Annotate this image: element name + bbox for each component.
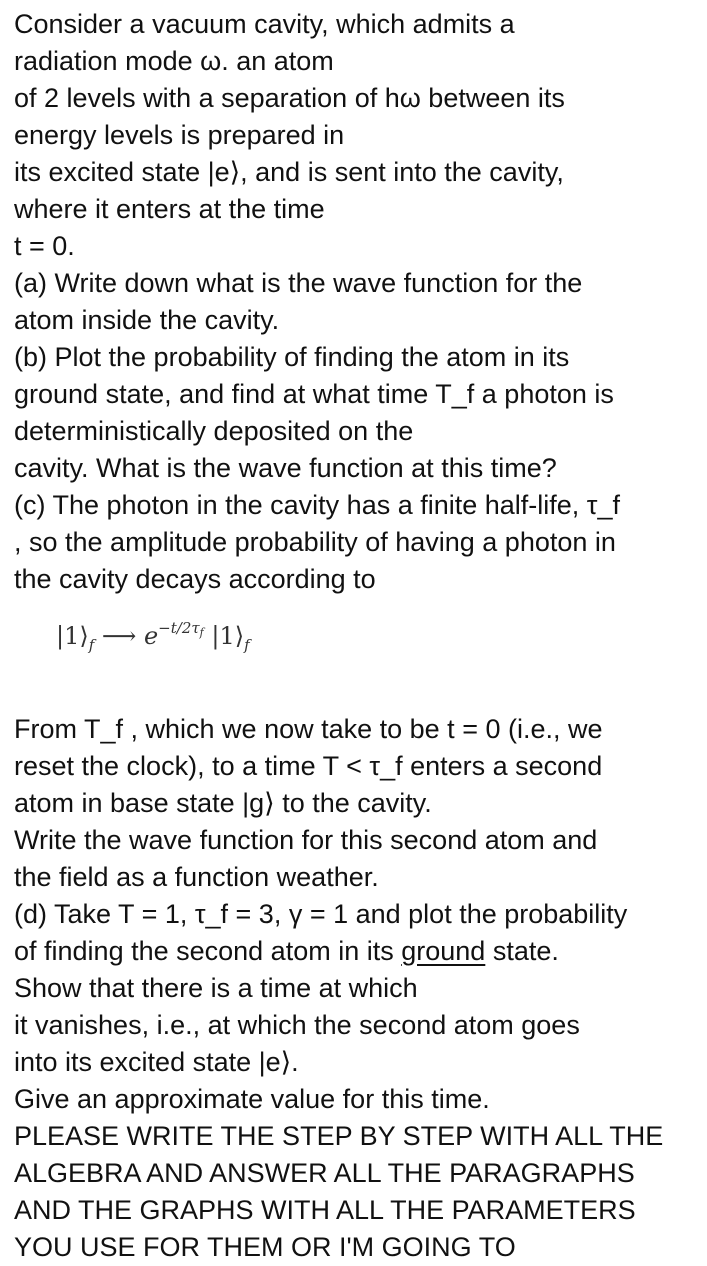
- text-line: atom inside the cavity.: [14, 305, 280, 335]
- text-line: ground state, and find at what time T_f a photon is: [14, 379, 614, 409]
- text-line: (c) The photon in the cavity has a finite half-life, τ_f: [14, 490, 620, 520]
- text-line: t = 0.: [14, 231, 75, 261]
- text-line: Give an approximate value for this time.: [14, 1084, 490, 1114]
- text-line: (d) Take T = 1, τ_f = 3, γ = 1 and plot the probability: [14, 899, 628, 929]
- text-line: its excited state |e⟩, and is sent into the cavity,: [14, 157, 564, 187]
- text-line: AND THE GRAPHS WITH ALL THE PARAMETERS: [14, 1195, 636, 1225]
- text-line: of 2 levels with a separation of hω between its: [14, 83, 565, 113]
- part-a: [14, 265, 704, 339]
- part-d: [14, 896, 704, 1118]
- formula-ket-left: |1⟩: [56, 622, 89, 650]
- formula-exponent-sub: f: [199, 626, 204, 639]
- blank-gap: [14, 650, 704, 711]
- intro-paragraph: [14, 6, 704, 265]
- part-c: [14, 487, 704, 598]
- text-line: into its excited state |e⟩.: [14, 1047, 299, 1077]
- text-line: , so the amplitude probability of having a photon in: [14, 527, 616, 557]
- text-line: (a) Write down what is the wave function for the: [14, 268, 583, 298]
- underlined-word: ground: [401, 936, 486, 966]
- formula-ket-right: |1⟩: [211, 622, 245, 650]
- text-fragment: of finding the second atom in its: [14, 936, 402, 966]
- formula-sub-right: f: [244, 636, 250, 654]
- text-line: Show that there is a time at which: [14, 973, 418, 1003]
- text-line: energy levels is prepared in: [14, 120, 345, 150]
- part-b: [14, 339, 704, 487]
- closing-request: [14, 1118, 704, 1266]
- text-line: the cavity decays according to: [14, 564, 376, 594]
- formula-exp-base: e: [143, 622, 159, 650]
- formula-exponent-text: −t/2τ: [158, 619, 200, 637]
- text-line: it vanishes, i.e., at which the second atom goes: [14, 1010, 580, 1040]
- text-fragment: state.: [485, 936, 559, 966]
- decay-formula: [56, 606, 704, 654]
- text-line: radiation mode ω. an atom: [14, 46, 334, 76]
- formula-sub-left: f: [88, 636, 95, 654]
- text-line: atom in base state |g⟩ to the cavity.: [14, 788, 432, 818]
- text-line: cavity. What is the wave function at this time?: [14, 453, 557, 483]
- text-line: (b) Plot the probability of finding the atom in its: [14, 342, 570, 372]
- problem-text: [14, 6, 704, 1266]
- formula-exponent: [158, 619, 204, 637]
- text-line: deterministically deposited on the: [14, 416, 414, 446]
- text-line: the field as a function weather.: [14, 862, 379, 892]
- text-line: where it enters at the time: [14, 194, 325, 224]
- text-line: Write the wave function for this second atom and: [14, 825, 598, 855]
- text-line: ALGEBRA AND ANSWER ALL THE PARAGRAPHS: [14, 1158, 635, 1188]
- text-line: [14, 933, 704, 970]
- text-line: Consider a vacuum cavity, which admits a: [14, 9, 515, 39]
- text-line: From T_f , which we now take to be t = 0 (i.e., we: [14, 714, 603, 744]
- text-line: reset the clock), to a time T < τ_f enters a second: [14, 751, 603, 781]
- text-line: YOU USE FOR THEM OR I'M GOING TO: [14, 1232, 516, 1262]
- formula-arrow: ⟶: [101, 622, 137, 650]
- text-line: PLEASE WRITE THE STEP BY STEP WITH ALL THE: [14, 1121, 664, 1151]
- continuation-paragraph: [14, 711, 704, 896]
